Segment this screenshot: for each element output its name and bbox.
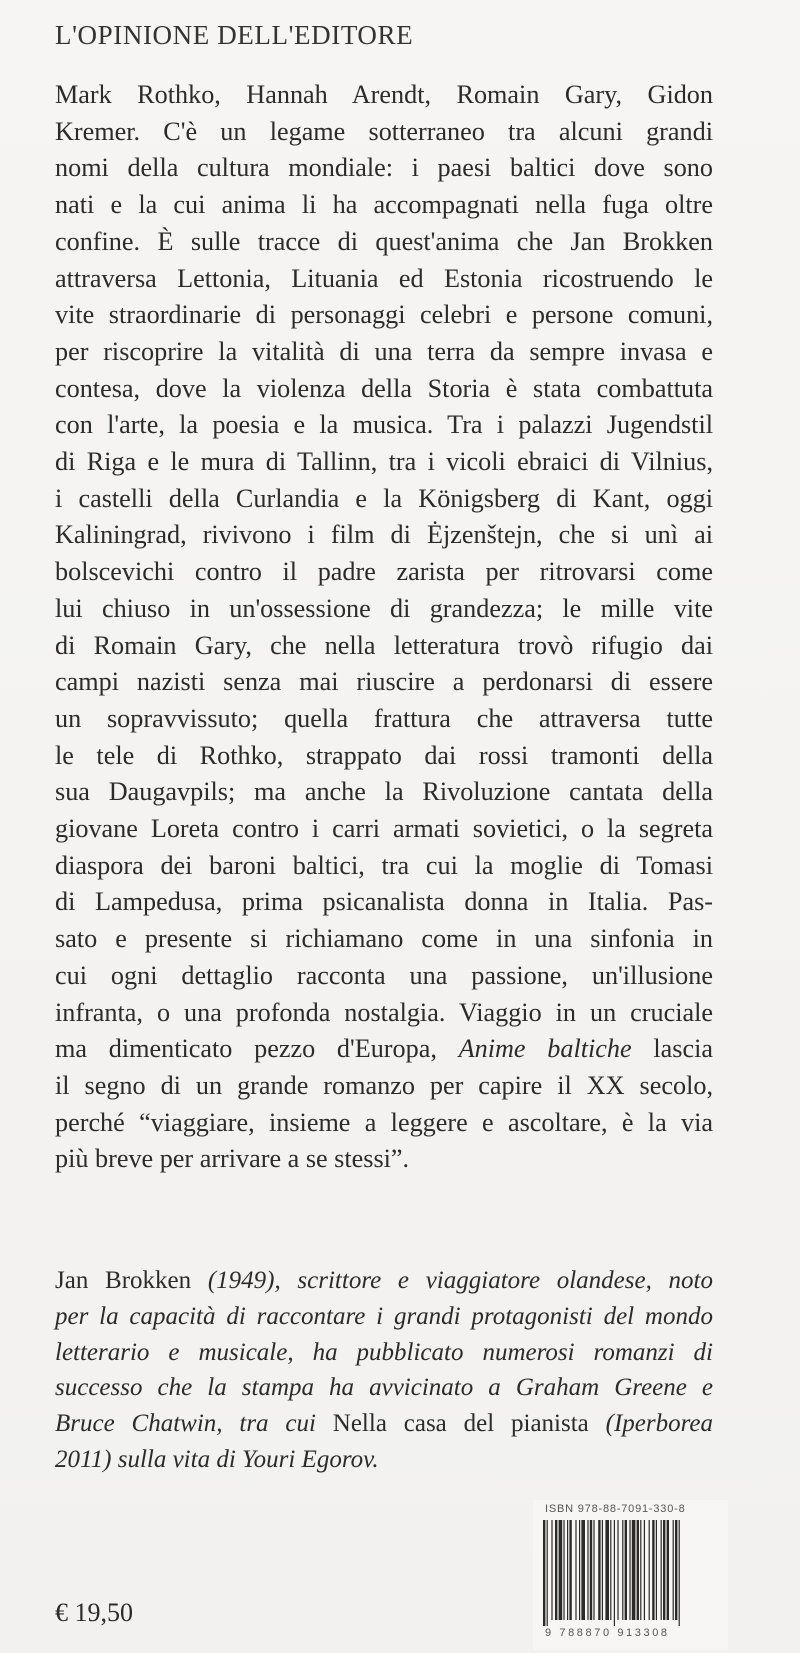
description-line: attraversa Lettonia, Lituania ed Estonia ricostruendo le — [55, 263, 713, 293]
book-description — [55, 77, 713, 1178]
description-line: contesa, dove la violenza della Storia è stata combattuta — [55, 373, 713, 403]
book-title-reference: Nella casa del pianista — [332, 1410, 589, 1438]
description-line: con l'arte, la poesia e la musica. Tra i palazzi Jugendstil — [55, 410, 713, 440]
description-line: di Romain Gary, che nella letteratura trovò rifugio dai — [55, 630, 713, 660]
description-line: di Riga e le mura di Tallinn, tra i vicoli ebraici di Vilnius, — [55, 447, 713, 477]
description-line: Mark Rothko, Hannah Arendt, Romain Gary, Gidon — [55, 80, 713, 109]
book-title: Anime baltiche — [458, 1034, 632, 1064]
description-line: un sopravvissuto; quella frattura che attraversa tutte — [55, 703, 713, 733]
description-line: vite straordinarie di personaggi celebri e persone comuni, — [55, 300, 713, 330]
bio-line: 2011) sulla vita di Youri Egorov. — [55, 1445, 379, 1473]
bio-line: Jan Brokken (1949), scrittore e viaggiatore olandese, noto — [55, 1267, 714, 1294]
author-bio — [55, 1263, 713, 1478]
description-line: di Lampedusa, prima psicanalista donna in Italia. Pas- — [55, 887, 713, 917]
description-line: perché “viaggiare, insieme a leggere e ascoltare, è la via — [55, 1107, 713, 1137]
bio-line: letterario e musicale, ha pubblicato numerosi romanzi di — [55, 1338, 713, 1366]
description-line: diaspora dei baroni baltici, tra cui la moglie di Tomasi — [55, 850, 713, 880]
description-line: nomi della cultura mondiale: i paesi baltici dove sono — [55, 153, 713, 183]
bio-line: successo che la stampa ha avvicinato a Graham Greene e — [55, 1374, 713, 1402]
description-line: per riscoprire la vitalità di una terra da sempre invasa e — [55, 336, 713, 366]
description-line: Kaliningrad, rivivono i film di Ėjzenštejn, che si unì ai — [55, 520, 713, 550]
description-line: sua Daugavpils; ma anche la Rivoluzione cantata della — [55, 777, 713, 807]
description-line: più breve per arrivare a se stessi”. — [55, 1144, 410, 1174]
description-line: campi nazisti senza mai riuscire a perdonarsi di essere — [55, 667, 713, 697]
description-line: le tele di Rothko, strappato dai rossi tramonti della — [55, 740, 713, 770]
description-line: confine. È sulle tracce di quest'anima che Jan Brokken — [55, 226, 713, 256]
description-line: Kremer. C'è un legame sotterraneo tra alcuni grandi — [55, 116, 713, 146]
bio-line: per la capacità di raccontare i grandi protagonisti del mondo — [55, 1302, 713, 1330]
barcode-digits: 9 788870 913308 — [545, 1627, 670, 1639]
description-line: lui chiuso in un'ossessione di grandezza; le mille vite — [55, 593, 713, 623]
description-line: sato e presente si richiamano come in una sinfonia in — [55, 924, 713, 954]
description-line: ma dimenticato pezzo d'Europa, Anime baltiche lascia — [55, 1034, 713, 1064]
price-label: € 19,50 — [55, 1598, 133, 1627]
barcode-icon — [541, 1520, 725, 1626]
description-line: giovane Loreta contro i carri armati sovietici, o la segreta — [55, 814, 713, 844]
description-line: cui ogni dettaglio racconta una passione, un'illusione — [55, 960, 713, 990]
description-line: infranta, o una profonda nostalgia. Viaggio in un cruciale — [55, 997, 713, 1027]
description-line: il segno di un grande romanzo per capire il XX secolo, — [55, 1070, 713, 1100]
description-line: nati e la cui anima li ha accompagnati nella fuga oltre — [55, 190, 713, 220]
description-line: i castelli della Curlandia e la Königsberg di Kant, oggi — [55, 483, 713, 513]
author-name: Jan Brokken — [55, 1267, 208, 1294]
description-line: bolscevichi contro il padre zarista per ritrovarsi come — [55, 557, 713, 587]
isbn-label: ISBN 978-88-7091-330-8 — [545, 1503, 686, 1515]
section-heading: L'OPINIONE DELL'EDITORE — [55, 20, 414, 50]
bio-line: Bruce Chatwin, tra cui Nella casa del pianista (Iperborea — [55, 1410, 713, 1438]
